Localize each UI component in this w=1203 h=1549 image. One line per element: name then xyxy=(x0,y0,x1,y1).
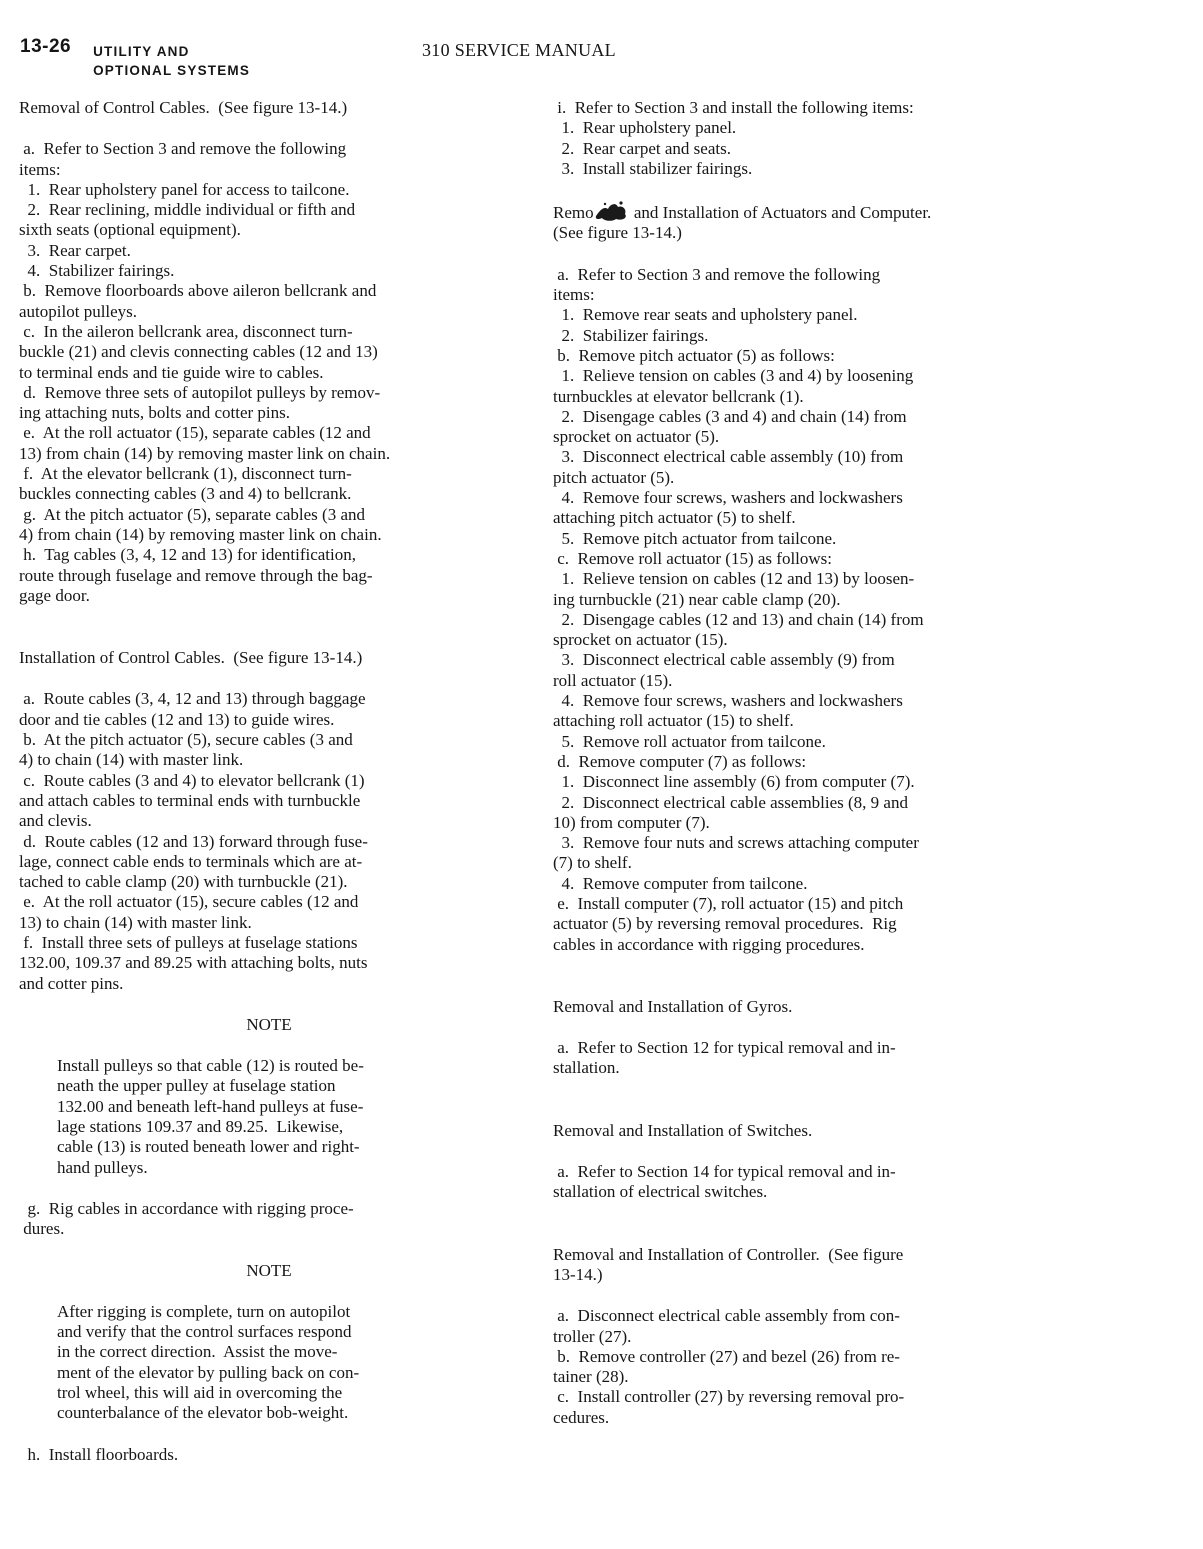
text-line: d. Route cables (12 and 13) forward through fuse- xyxy=(19,831,368,851)
gyros-steps xyxy=(553,1038,1063,1079)
text-line: 132.00, 109.37 and 89.25 with attaching bolts, nuts xyxy=(19,953,368,973)
text-line: 3. Install stabilizer fairings. xyxy=(553,158,753,178)
text-line: ment of the elevator by pulling back on con- xyxy=(57,1362,360,1382)
text-line: 2. Disengage cables (12 and 13) and chain (14) from xyxy=(553,609,924,629)
text-line: e. At the roll actuator (15), separate cables (12 and xyxy=(19,423,371,443)
text-line: 5. Remove pitch actuator from tailcone. xyxy=(553,528,837,548)
text-line: 2. Stabilizer fairings. xyxy=(553,325,709,345)
text-line: 5. Remove roll actuator from tailcone. xyxy=(553,731,826,751)
switches-steps xyxy=(553,1162,1063,1203)
text-line: cable (13) is routed beneath lower and right- xyxy=(57,1137,360,1157)
note-title: NOTE xyxy=(246,1260,292,1280)
text-line: items: xyxy=(553,285,595,305)
install-items-steps xyxy=(553,98,1063,179)
actuators-heading-part1: Remo xyxy=(553,203,594,223)
text-line: 13) from chain (14) by removing master link on chain. xyxy=(19,443,391,463)
text-line: and clevis. xyxy=(19,811,92,831)
text-line: a. Route cables (3, 4, 12 and 13) through baggage xyxy=(19,689,366,709)
text-line: 3. Rear carpet. xyxy=(19,240,131,260)
section-title-line1: UTILITY AND xyxy=(93,44,190,59)
controller-heading-line2: 13-14.) xyxy=(553,1264,603,1284)
text-line: a. Refer to Section 14 for typical removal and in- xyxy=(553,1162,896,1182)
text-line: buckle (21) and clevis connecting cables (12 and 13) xyxy=(19,342,378,362)
actuators-heading-line2: (See figure 13-14.) xyxy=(553,223,682,243)
text-line: turnbuckles at elevator bellcrank (1). xyxy=(553,386,804,406)
text-line: roll actuator (15). xyxy=(553,670,673,690)
text-line: ing attaching nuts, bolts and cotter pins. xyxy=(19,403,291,423)
text-line: actuator (5) by reversing removal procedures. Rig xyxy=(553,914,897,934)
text-line: gage door. xyxy=(19,585,90,605)
text-line: stallation of electrical switches. xyxy=(553,1182,768,1202)
removal-cables-steps xyxy=(19,139,519,606)
text-line: tainer (28). xyxy=(553,1367,629,1387)
switches-heading: Removal and Installation of Switches. xyxy=(553,1120,813,1140)
text-line: 2. Disengage cables (3 and 4) and chain (14) from xyxy=(553,406,907,426)
step-h: h. Install floorboards. xyxy=(19,1444,179,1464)
gyros-heading: Removal and Installation of Gyros. xyxy=(553,996,793,1016)
text-line: g. Rig cables in accordance with rigging proce- xyxy=(19,1198,354,1218)
text-line: b. At the pitch actuator (5), secure cables (3 and xyxy=(19,730,353,750)
text-line: dures. xyxy=(19,1219,65,1239)
text-line: 3. Remove four nuts and screws attaching computer xyxy=(553,833,919,853)
text-line: 3. Disconnect electrical cable assembly (10) from xyxy=(553,447,904,467)
text-line: 10) from computer (7). xyxy=(553,812,710,832)
text-line: and cotter pins. xyxy=(19,973,124,993)
text-line: 13) to chain (14) with master link. xyxy=(19,912,252,932)
text-line: items: xyxy=(19,159,61,179)
page-header xyxy=(20,36,250,80)
text-line: a. Refer to Section 3 and remove the following xyxy=(553,264,881,284)
text-line: stallation. xyxy=(553,1058,620,1078)
text-line: lage stations 109.37 and 89.25. Likewise, xyxy=(57,1117,344,1137)
text-line: 1. Remove rear seats and upholstery panel. xyxy=(553,305,858,325)
text-line: door and tie cables (12 and 13) to guide wires. xyxy=(19,709,335,729)
text-line: cedures. xyxy=(553,1407,610,1427)
text-line: (7) to shelf. xyxy=(553,853,632,873)
text-line: h. Tag cables (3, 4, 12 and 13) for identification, xyxy=(19,545,356,565)
text-line: a. Refer to Section 12 for typical removal and in- xyxy=(553,1038,896,1058)
text-line: i. Refer to Section 3 and install the following items: xyxy=(553,98,914,117)
controller-heading-line1: Removal and Installation of Controller. (See figure xyxy=(553,1244,904,1264)
text-line: 4. Remove four screws, washers and lockwashers xyxy=(553,488,903,508)
page-number: 13-26 xyxy=(20,36,72,57)
text-line: c. In the aileron bellcrank area, disconnect turn- xyxy=(19,321,353,341)
note-body xyxy=(57,1056,477,1178)
text-line: 4. Remove four screws, washers and lockwashers xyxy=(553,691,903,711)
text-line: 2. Rear carpet and seats. xyxy=(553,138,731,158)
text-line: 1. Rear upholstery panel. xyxy=(553,118,737,138)
text-line: 4) from chain (14) by removing master link on chain. xyxy=(19,524,382,544)
text-line: lage, connect cable ends to terminals which are at- xyxy=(19,851,363,871)
text-line: neath the upper pulley at fuselage station xyxy=(57,1076,336,1096)
text-line: After rigging is complete, turn on autopilot xyxy=(57,1301,351,1321)
text-line: cables in accordance with rigging procedures. xyxy=(553,934,865,954)
text-line: b. Remove floorboards above aileron bellcrank and xyxy=(19,281,377,301)
section-title-line2: OPTIONAL SYSTEMS xyxy=(93,63,251,78)
text-line: buckles connecting cables (3 and 4) to bellcrank. xyxy=(19,484,352,504)
text-line: b. Remove controller (27) and bezel (26) from re- xyxy=(553,1346,900,1366)
text-line: 1. Relieve tension on cables (12 and 13) by loosen- xyxy=(553,569,915,589)
text-line: f. At the elevator bellcrank (1), disconnect turn- xyxy=(19,464,352,484)
text-line: 4. Stabilizer fairings. xyxy=(19,261,175,281)
text-line: a. Refer to Section 3 and remove the following xyxy=(19,139,347,159)
text-line: c. Install controller (27) by reversing removal pro- xyxy=(553,1387,905,1407)
text-line: and attach cables to terminal ends with turnbuckle xyxy=(19,790,361,810)
text-line: sprocket on actuator (5). xyxy=(553,427,720,447)
text-line: 1. Rear upholstery panel for access to tailcone. xyxy=(19,179,350,199)
controller-steps xyxy=(553,1306,1063,1428)
text-line: e. Install computer (7), roll actuator (15) and pitch xyxy=(553,893,904,913)
text-line: 132.00 and beneath left-hand pulleys at fuse- xyxy=(57,1096,364,1116)
text-line: trol wheel, this will aid in overcoming the xyxy=(57,1383,343,1403)
right-column xyxy=(553,98,1063,1428)
text-line: and verify that the control surfaces respond xyxy=(57,1322,352,1342)
text-line: attaching pitch actuator (5) to shelf. xyxy=(553,508,796,528)
text-line: troller (27). xyxy=(553,1326,632,1346)
text-line: tached to cable clamp (20) with turnbuckle (21). xyxy=(19,872,348,892)
note-title: NOTE xyxy=(246,1014,292,1034)
text-line: f. Install three sets of pulleys at fuselage stations xyxy=(19,932,358,952)
text-line: route through fuselage and remove through the bag- xyxy=(19,565,373,585)
text-line: attaching roll actuator (15) to shelf. xyxy=(553,711,794,731)
text-line: autopilot pulleys. xyxy=(19,301,138,321)
text-line: a. Disconnect electrical cable assembly from con- xyxy=(553,1306,900,1326)
text-line: g. At the pitch actuator (5), separate cables (3 and xyxy=(19,504,366,524)
installation-cables-steps xyxy=(19,689,519,993)
text-line: d. Remove three sets of autopilot pulleys by remov- xyxy=(19,382,381,402)
controller-heading xyxy=(553,1245,1063,1286)
text-line: in the correct direction. Assist the move- xyxy=(57,1342,338,1362)
left-column xyxy=(19,98,519,1465)
text-line: 4. Remove computer from tailcone. xyxy=(553,873,808,893)
text-line: 3. Disconnect electrical cable assembly (9) from xyxy=(553,650,895,670)
text-line: 1. Relieve tension on cables (3 and 4) by loosening xyxy=(553,366,914,386)
text-line: b. Remove pitch actuator (5) as follows: xyxy=(553,345,835,365)
section-title xyxy=(93,42,250,80)
text-line: 2. Disconnect electrical cable assemblies (8, 9 and xyxy=(553,792,908,812)
text-line: 1. Disconnect line assembly (6) from computer (7). xyxy=(553,772,915,792)
text-line: c. Remove roll actuator (15) as follows: xyxy=(553,548,833,568)
text-line: counterbalance of the elevator bob-weight. xyxy=(57,1403,349,1423)
text-line: Install pulleys so that cable (12) is routed be- xyxy=(57,1056,364,1076)
installation-cables-heading: Installation of Control Cables. (See figure 13-14.) xyxy=(19,648,363,668)
removal-cables-heading: Removal of Control Cables. (See figure 13-14.) xyxy=(19,98,348,117)
text-line: sprocket on actuator (15). xyxy=(553,630,728,650)
actuators-steps xyxy=(553,265,1063,955)
text-line: 4) to chain (14) with master link. xyxy=(19,750,244,770)
ink-smudge-icon xyxy=(594,200,630,222)
text-line: 2. Rear reclining, middle individual or fifth and xyxy=(19,200,356,220)
text-line: to terminal ends and tie guide wire to cables. xyxy=(19,362,324,382)
text-line: ing turnbuckle (21) near cable clamp (20). xyxy=(553,589,841,609)
text-line: pitch actuator (5). xyxy=(553,467,675,487)
text-line: hand pulleys. xyxy=(57,1157,148,1177)
text-line: e. At the roll actuator (15), secure cables (12 and xyxy=(19,892,359,912)
manual-title: 310 SERVICE MANUAL xyxy=(422,40,616,60)
actuators-heading xyxy=(553,200,1063,244)
actuators-heading-part2: and Installation of Actuators and Computer. xyxy=(629,203,932,223)
text-line: sixth seats (optional equipment). xyxy=(19,220,241,240)
note-body xyxy=(57,1302,477,1424)
text-line: d. Remove computer (7) as follows: xyxy=(553,751,807,771)
step-g xyxy=(19,1199,519,1240)
text-line: c. Route cables (3 and 4) to elevator bellcrank (1) xyxy=(19,770,365,790)
